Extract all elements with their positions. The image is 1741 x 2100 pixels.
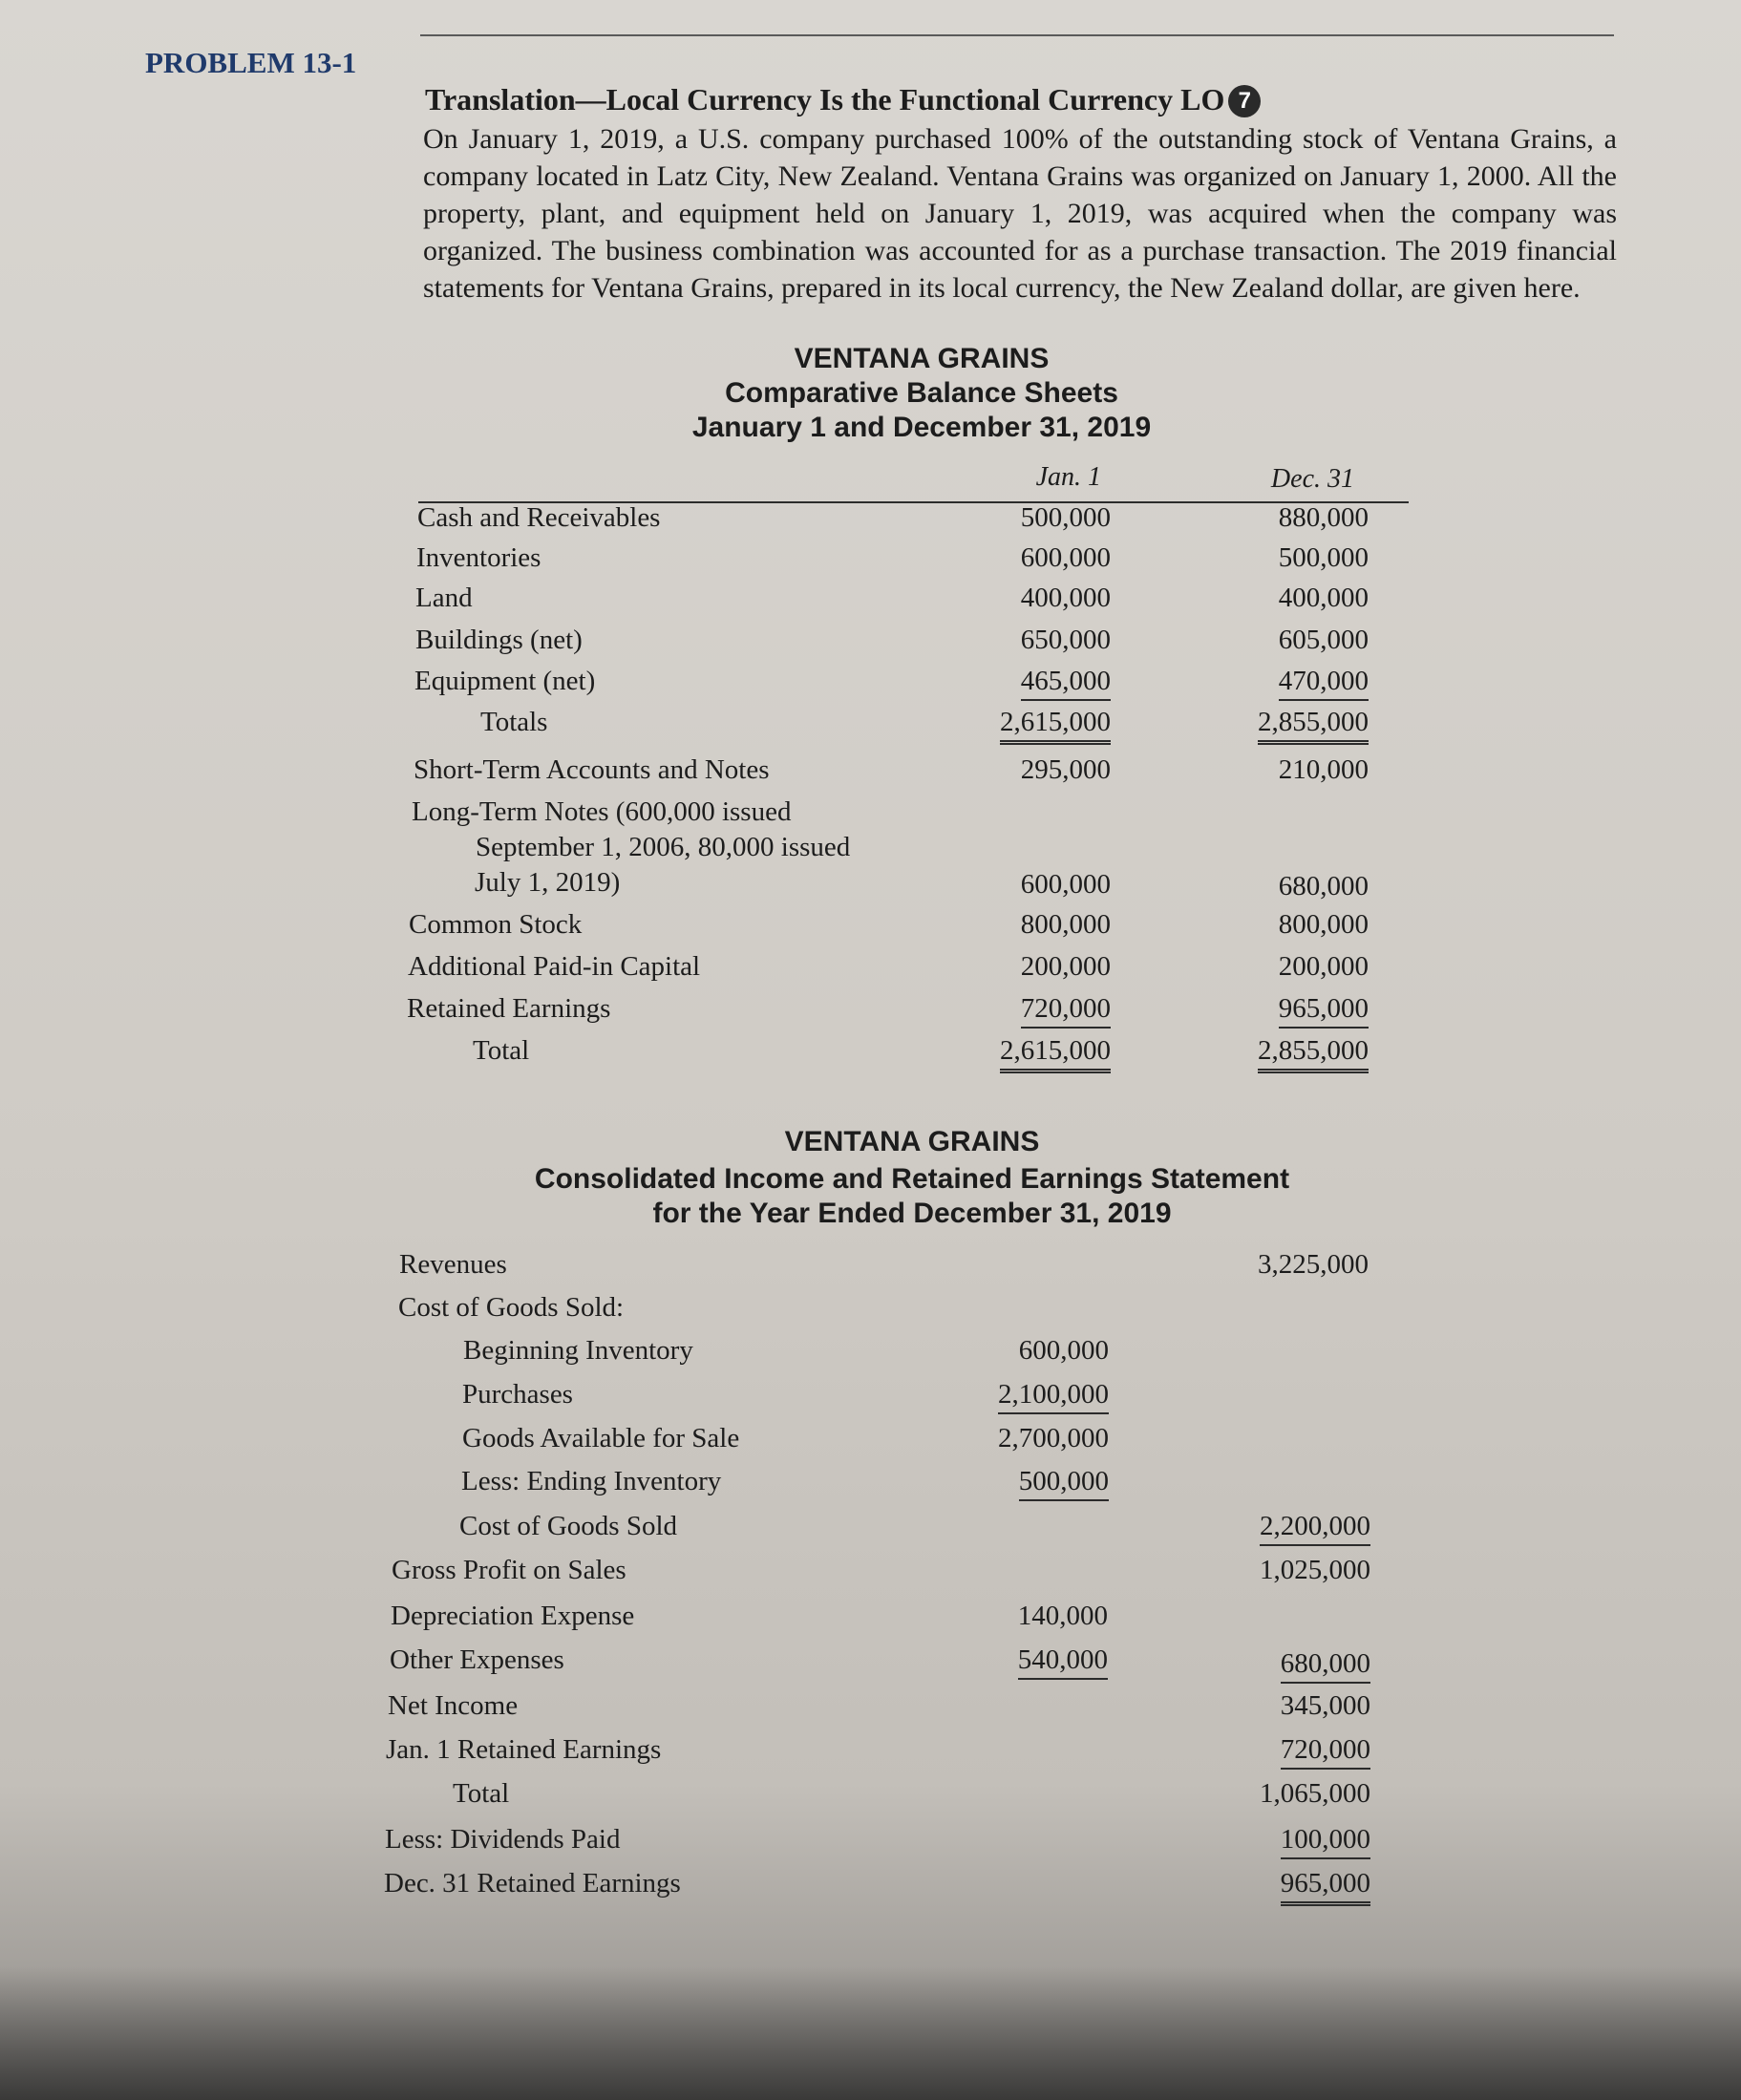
inner-value: 500,000 [1019, 1466, 1109, 1501]
table-row [0, 951, 1741, 993]
row-label: Jan. 1 Retained Earnings [386, 1734, 662, 1765]
jan-value: 650,000 [1020, 625, 1111, 655]
outer-value: 2,200,000 [1260, 1511, 1370, 1546]
inner-value: 540,000 [1018, 1644, 1108, 1680]
lo-text: LO [1180, 82, 1225, 117]
row-label: Cost of Goods Sold: [398, 1292, 625, 1323]
table-row [0, 1292, 1741, 1334]
outer-value: 3,225,000 [1258, 1249, 1369, 1280]
balance-sheet-period: January 1 and December 31, 2019 [691, 412, 1152, 443]
table-row [0, 583, 1741, 625]
row-label: Land [415, 583, 473, 613]
dec-value: 2,855,000 [1258, 707, 1369, 745]
dec-value: 965,000 [1279, 993, 1369, 1029]
column-header-jan: Jan. 1 [1035, 462, 1101, 492]
dec-value: 800,000 [1278, 909, 1369, 940]
dec-value: 2,855,000 [1258, 1035, 1369, 1073]
table-row [0, 1868, 1741, 1910]
outer-value: 680,000 [1281, 1648, 1370, 1684]
row-label: Equipment (net) [414, 666, 596, 696]
outer-value: 100,000 [1281, 1824, 1370, 1859]
income-statement-company: VENTANA GRAINS [784, 1126, 1040, 1157]
row-label: Total [473, 1035, 530, 1066]
dec-value: 605,000 [1278, 625, 1369, 655]
income-statement-period: for the Year Ended December 31, 2019 [652, 1198, 1172, 1229]
column-header-dec: Dec. 31 [1270, 464, 1354, 494]
dec-value: 500,000 [1278, 542, 1369, 573]
jan-value: 2,615,000 [1000, 707, 1111, 745]
lo-badge: 7 [1228, 85, 1261, 117]
table-row [0, 909, 1741, 951]
table-row [0, 754, 1741, 796]
table-row [0, 1824, 1741, 1866]
dec-value: 200,000 [1278, 951, 1369, 982]
dec-value: 680,000 [1278, 871, 1369, 902]
inner-value: 2,100,000 [998, 1379, 1109, 1414]
row-label: Buildings (net) [415, 625, 583, 655]
row-label: Cash and Receivables [417, 502, 661, 533]
row-label: Cost of Goods Sold [459, 1511, 678, 1541]
table-row [0, 1379, 1741, 1421]
row-label: Total [453, 1778, 510, 1809]
table-row [0, 707, 1741, 749]
row-label: Retained Earnings [407, 993, 611, 1024]
outer-value: 1,025,000 [1260, 1555, 1370, 1585]
table-row [0, 1778, 1741, 1820]
table-row [0, 666, 1741, 708]
jan-value: 295,000 [1020, 754, 1111, 785]
row-label: Less: Ending Inventory [461, 1466, 722, 1496]
row-label: Gross Profit on Sales [392, 1555, 626, 1585]
outer-value: 1,065,000 [1260, 1778, 1370, 1809]
table-row [0, 542, 1741, 584]
outer-value: 965,000 [1281, 1868, 1370, 1906]
row-label: Goods Available for Sale [462, 1423, 740, 1453]
row-label: Net Income [388, 1690, 519, 1721]
problem-label: PROBLEM 13-1 [145, 46, 357, 79]
problem-title [425, 82, 1261, 117]
problem-title-text: Translation—Local Currency Is the Functional Currency [425, 82, 1174, 117]
row-label: Dec. 31 Retained Earnings [384, 1868, 681, 1898]
row-label: Depreciation Expense [391, 1601, 635, 1631]
table-row [0, 1644, 1741, 1686]
inner-value: 2,700,000 [998, 1423, 1109, 1453]
row-label-line-3: July 1, 2019) [475, 867, 621, 898]
table-row [0, 502, 1741, 544]
jan-value: 600,000 [1020, 869, 1111, 900]
problem-intro: On January 1, 2019, a U.S. company purchased 100% of the outstanding stock of Ventana Grains, a company located in Latz City, New Zealand. Ventana Grains was organized on January 1, 2000. All the property, plant, and equipment held on January 1, 2019, was acquired when the company was organized. The business combination was accounted for as a purchase transaction. The 2019 financial statements for Ventana Grains, prepared in its local currency, the New Zealand dollar, are given here. [423, 123, 1617, 304]
row-label: Other Expenses [390, 1644, 564, 1675]
row-label: Revenues [399, 1249, 507, 1280]
table-row [0, 993, 1741, 1035]
jan-value: 465,000 [1021, 666, 1111, 701]
table-row [0, 1601, 1741, 1643]
outer-value: 345,000 [1280, 1690, 1370, 1721]
inner-value: 600,000 [1018, 1335, 1109, 1366]
dec-value: 400,000 [1278, 583, 1369, 613]
table-row [0, 1249, 1741, 1291]
row-label: Inventories [416, 542, 541, 573]
row-label: Purchases [462, 1379, 573, 1410]
table-row [0, 1035, 1741, 1077]
balance-sheet-company: VENTANA GRAINS [794, 343, 1050, 374]
row-label: Short-Term Accounts and Notes [414, 754, 770, 785]
row-label: Totals [480, 707, 548, 737]
jan-value: 400,000 [1020, 583, 1111, 613]
table-row [0, 1466, 1741, 1508]
jan-value: 600,000 [1020, 542, 1111, 573]
table-row [0, 1734, 1741, 1776]
row-label: Common Stock [409, 909, 583, 940]
inner-value: 140,000 [1017, 1601, 1108, 1631]
dec-value: 210,000 [1278, 754, 1369, 785]
table-row [0, 1555, 1741, 1597]
table-row [0, 795, 1741, 907]
jan-value: 500,000 [1020, 502, 1111, 533]
jan-value: 800,000 [1020, 909, 1111, 940]
row-label-line-1: Long-Term Notes (600,000 issued [412, 796, 792, 827]
row-label: Additional Paid-in Capital [408, 951, 701, 982]
row-label: Less: Dividends Paid [385, 1824, 621, 1855]
table-row [0, 1511, 1741, 1553]
balance-sheet-title: Comparative Balance Sheets [725, 377, 1118, 409]
row-label-line-2: September 1, 2006, 80,000 issued [476, 832, 851, 862]
dec-value: 880,000 [1278, 502, 1369, 533]
jan-value: 720,000 [1021, 993, 1111, 1029]
row-label: Beginning Inventory [463, 1335, 693, 1366]
income-statement-title: Consolidated Income and Retained Earnings Statement [534, 1163, 1290, 1195]
table-row [0, 1690, 1741, 1732]
page-shadow [0, 1966, 1741, 2100]
outer-value: 720,000 [1281, 1734, 1370, 1770]
top-rule [420, 34, 1614, 36]
table-row [0, 1335, 1741, 1377]
table-row [0, 1423, 1741, 1465]
jan-value: 2,615,000 [1000, 1035, 1111, 1073]
jan-value: 200,000 [1020, 951, 1111, 982]
dec-value: 470,000 [1279, 666, 1369, 701]
table-row [0, 625, 1741, 667]
